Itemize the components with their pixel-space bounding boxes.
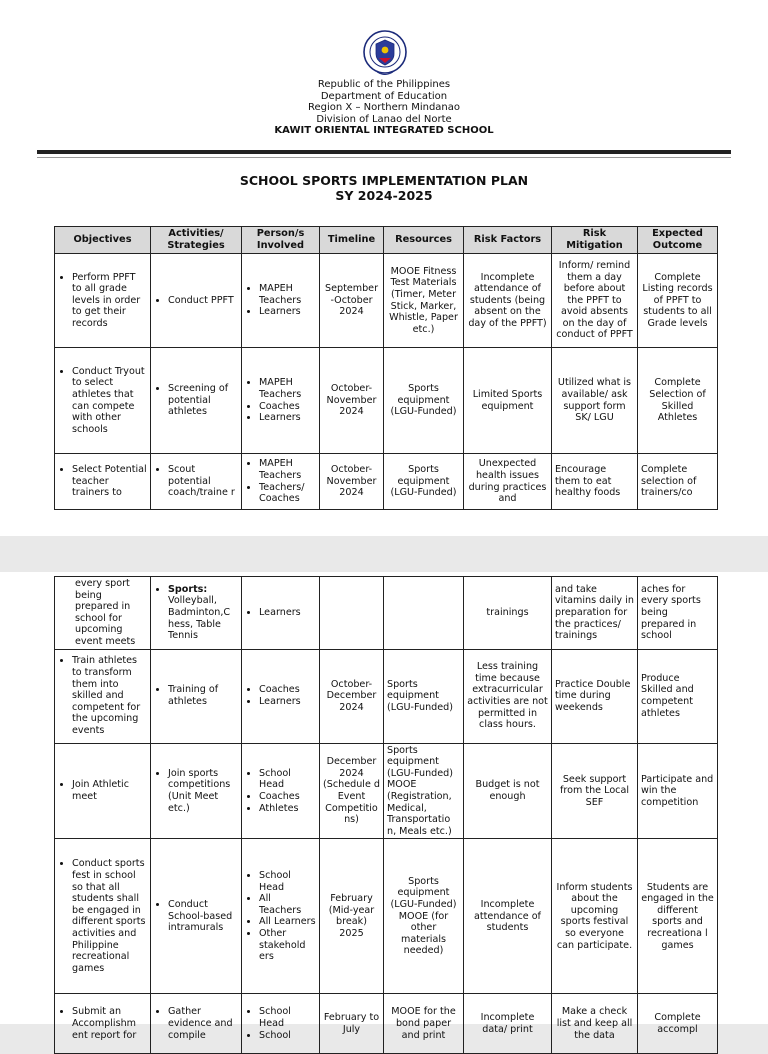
table-row bbox=[55, 254, 718, 348]
objective-cell: • Submit an Accomplishm ent report for bbox=[72, 1006, 147, 1041]
expected-outcome-cell: Participate and win the competition bbox=[638, 743, 718, 839]
timeline-cell: February to July bbox=[320, 994, 384, 1054]
header-divider bbox=[37, 150, 731, 154]
person-item: • School Head bbox=[259, 1006, 316, 1029]
person-item: • Other stakehold ers bbox=[259, 928, 316, 963]
person-item: • Athletes bbox=[259, 803, 316, 815]
column-header-objectives: Objectives bbox=[55, 227, 151, 254]
letterhead-line: Department of Education bbox=[320, 90, 448, 102]
person-item: • Learners bbox=[259, 306, 316, 318]
objective-cell: • Select Potential teacher trainers to bbox=[72, 464, 147, 499]
person-item: • Learners bbox=[259, 607, 316, 619]
plan-title-line-2: SY 2024-2025 bbox=[335, 188, 433, 203]
objective-cell: • Conduct Tryout to select athletes that can compete with other schools bbox=[72, 366, 147, 436]
objective-cell: • Join Athletic meet bbox=[72, 779, 147, 802]
objective-cell: every sport being prepared in school for upcoming event meets bbox=[55, 577, 151, 650]
table-row bbox=[55, 577, 718, 650]
table-header-row bbox=[55, 227, 718, 254]
risk-mitigation-cell: Encourage them to eat healthy foods bbox=[552, 454, 638, 510]
person-item: • All Teachers bbox=[259, 893, 316, 916]
letterhead-line: Division of Lanao del Norte bbox=[316, 113, 452, 125]
column-header-persons: Person/s Involved bbox=[242, 227, 320, 254]
letterhead-line: Republic of the Philippines bbox=[317, 79, 451, 90]
risk-mitigation-cell: and take vitamins daily in preparation for the practices/ trainings bbox=[552, 577, 638, 650]
column-header-expected-outcome: Expected Outcome bbox=[638, 227, 718, 254]
expected-outcome-cell: Produce Skilled and competent athletes bbox=[638, 649, 718, 743]
resources-cell: Sports equipment (LGU-Funded) MOOE (Registration, Medical, Transportatio n, Meals etc.) bbox=[384, 743, 464, 839]
table-row bbox=[55, 348, 718, 454]
resources-cell bbox=[384, 577, 464, 650]
timeline-cell: October-November 2024 bbox=[320, 454, 384, 510]
activity-label: Sports: bbox=[168, 583, 208, 595]
timeline-cell: October-November 2024 bbox=[320, 348, 384, 454]
expected-outcome-cell: aches for every sports being prepared in school bbox=[638, 577, 718, 650]
activity-cell bbox=[168, 584, 238, 642]
activity-cell: • Screening of potential athletes bbox=[168, 383, 238, 418]
person-item: • Learners bbox=[259, 412, 316, 424]
column-header-activities: Activities/ Strategies bbox=[151, 227, 242, 254]
letterhead bbox=[0, 79, 768, 137]
risk-mitigation-cell: Seek support from the Local SEF bbox=[552, 743, 638, 839]
table-row bbox=[55, 994, 718, 1054]
expected-outcome-cell: Complete Selection of Skilled Athletes bbox=[638, 348, 718, 454]
expected-outcome-cell: Students are engaged in the different sports and recreationa l games bbox=[638, 839, 718, 994]
risk-mitigation-cell: Inform/ remind them a day before about the PPFT to avoid absents on the day of conduct of PPFT bbox=[552, 254, 638, 348]
activity-cell: • Scout potential coach/traine r bbox=[168, 464, 238, 499]
objective-cell: • Perform PPFT to all grade levels in order to get their records bbox=[72, 272, 147, 330]
table-row bbox=[55, 649, 718, 743]
person-item: • All Learners bbox=[259, 916, 316, 928]
activity-cell: • Join sports competitions (Unit Meet etc.) bbox=[168, 768, 238, 814]
plan-title bbox=[0, 173, 768, 203]
resources-cell: MOOE Fitness Test Materials (Timer, Meter Stick, Marker, Whistle, Paper etc.) bbox=[384, 254, 464, 348]
activity-detail: Volleyball, Badminton,C hess, Table Tennis bbox=[168, 595, 231, 642]
implementation-plan-table bbox=[54, 226, 718, 510]
resources-cell: Sports equipment (LGU-Funded) bbox=[384, 454, 464, 510]
activity-cell: • Gather evidence and compile bbox=[168, 1006, 238, 1041]
table-row bbox=[55, 454, 718, 510]
person-item: • Coaches bbox=[259, 401, 316, 413]
timeline-cell: December 2024 (Schedule d Event Competitio ns) bbox=[320, 743, 384, 839]
resources-cell: Sports equipment (LGU-Funded) bbox=[384, 348, 464, 454]
person-item: • School Head bbox=[259, 870, 316, 893]
person-item: • MAPEH Teachers bbox=[259, 377, 316, 400]
activity-cell: • Conduct PPFT bbox=[168, 295, 238, 307]
school-name: KAWIT ORIENTAL INTEGRATED SCHOOL bbox=[274, 125, 494, 137]
expected-outcome-cell: Complete Listing records of PPFT to students to all Grade levels bbox=[638, 254, 718, 348]
resources-cell: Sports equipment (LGU-Funded) bbox=[384, 649, 464, 743]
resources-cell: Sports equipment (LGU-Funded) MOOE (for other materials needed) bbox=[384, 839, 464, 994]
person-item: • Coaches bbox=[259, 791, 316, 803]
activity-cell: • Conduct School-based intramurals bbox=[168, 899, 238, 934]
risk-mitigation-cell: Inform students about the upcoming sports festival so everyone can participate. bbox=[552, 839, 638, 994]
objective-cell: • Conduct sports fest in school so that all students shall be engaged in different sports activities and Philippine recreational games bbox=[72, 858, 147, 974]
person-item: • MAPEH Teachers bbox=[259, 458, 316, 481]
resources-cell: MOOE for the bond paper and print bbox=[384, 994, 464, 1054]
person-item: • Coaches bbox=[259, 684, 316, 696]
person-item: • MAPEH Teachers bbox=[259, 283, 316, 306]
objective-cell: • Train athletes to transform them into skilled and competent for the upcoming events bbox=[72, 655, 147, 736]
person-item: • School bbox=[259, 1030, 316, 1042]
letterhead-line: Region X – Northern Mindanao bbox=[308, 102, 460, 114]
person-item: • School Head bbox=[259, 768, 316, 791]
header-divider-thin bbox=[37, 157, 731, 158]
person-item: • Learners bbox=[259, 696, 316, 708]
column-header-risk-mitigation: Risk Mitigation bbox=[552, 227, 638, 254]
table-row bbox=[55, 743, 718, 839]
risk-mitigation-cell: Practice Double time during weekends bbox=[552, 649, 638, 743]
risk-factor-cell: Limited Sports equipment bbox=[464, 348, 552, 454]
risk-factor-cell: Less training time because extracurricular activities are not permitted in class hours. bbox=[464, 649, 552, 743]
table-row bbox=[55, 839, 718, 994]
timeline-cell bbox=[320, 577, 384, 650]
expected-outcome-cell: Complete accompl bbox=[638, 994, 718, 1054]
deped-seal-logo bbox=[363, 28, 407, 78]
risk-factor-cell: Incomplete data/ print bbox=[464, 994, 552, 1054]
person-item: • Teachers/ Coaches bbox=[259, 482, 316, 505]
column-header-resources: Resources bbox=[384, 227, 464, 254]
column-header-timeline: Timeline bbox=[320, 227, 384, 254]
risk-mitigation-cell: Make a check list and keep all the data bbox=[552, 994, 638, 1054]
timeline-cell: October-December 2024 bbox=[320, 649, 384, 743]
implementation-plan-table-continued bbox=[54, 576, 718, 1054]
risk-factor-cell: Unexpected health issues during practices and bbox=[464, 454, 552, 510]
document-page-2 bbox=[0, 572, 768, 1041]
column-header-risk-factors: Risk Factors bbox=[464, 227, 552, 254]
risk-factor-cell: trainings bbox=[464, 577, 552, 650]
expected-outcome-cell: Complete selection of trainers/co bbox=[638, 454, 718, 510]
timeline-cell: February (Mid-year break) 2025 bbox=[320, 839, 384, 994]
risk-factor-cell: Incomplete attendance of students bbox=[464, 839, 552, 994]
timeline-cell: September -October 2024 bbox=[320, 254, 384, 348]
risk-mitigation-cell: Utilized what is available/ ask support form SK/ LGU bbox=[552, 348, 638, 454]
risk-factor-cell: Budget is not enough bbox=[464, 743, 552, 839]
risk-factor-cell: Incomplete attendance of students (being absent on the day of the PPFT) bbox=[464, 254, 552, 348]
plan-title-line-1: SCHOOL SPORTS IMPLEMENTATION PLAN bbox=[239, 173, 529, 188]
activity-cell: • Training of athletes bbox=[168, 684, 238, 707]
